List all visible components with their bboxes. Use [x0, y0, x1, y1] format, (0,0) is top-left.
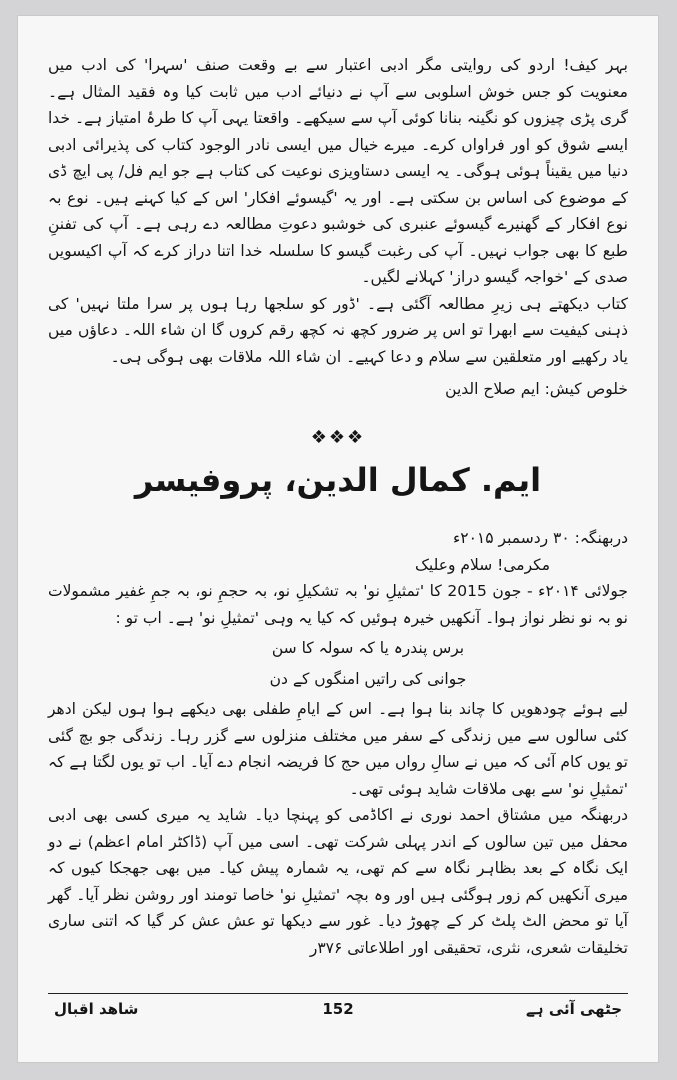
ornament-divider: ❖❖❖: [310, 426, 366, 448]
page-number: 152: [322, 1000, 354, 1018]
page-body: [48, 52, 628, 961]
intro-paragraph: بہر کیف! اردو کی روایتی مگر ادبی اعتبار سے بے وقعت صنف 'سہرا' کی ادب میں معنویت کو جس خوش اسلوبی سے آپ نے دنیائے ادب میں ثابت کیا وہ فقید المثال ہے۔ گری پڑی چیزوں کو نگینہ بنانا کوئی آپ سے سیکھے۔ واقعتا یہی آپ کا طرۂ امتیاز ہے۔ خدا ایسے شوق کو اور فراواں کرے۔ میرے خیال میں ایسی نادر الوجود کتاب کی پذیرائی ادبی دنیا میں یقیناً ہوئی ہوگی۔ یہ ایسی دستاویزی نوعیت کی کتاب ہے جو ایم فل/ پی ایچ ڈی کے موضوع کی اساس بن سکتی ہے۔ اور یہ 'گیسوئے افکار' اس کے کیا کہنے ہیں۔ نوع بہ نوع افکار کے گھنیرے گیسوئے عنبری کی خوشبو دعوتِ مطالعہ دے رہی ہے۔ آپ کی تفننِ طبع کا بھی جواب نہیں۔ آپ کی رغبت گیسو کا سلسلہ خدا اتنا دراز کرے کہ آپ اکیسویں صدی کے 'خواجہ گیسو دراز' کہلانے لگیں۔: [48, 56, 628, 286]
signoff: خلوص کیش: ایم صلاح الدین: [445, 380, 628, 398]
letter-paragraph-3: دربھنگہ میں مشتاق احمد نوری نے اکاڈمی کو پہنچا دیا۔ شاید یہ میری کسی بھی ادبی محفل میں تین سالوں کے اندر پہلی شرکت تھی۔ اسی میں آپ (ڈاکٹر امام اعظم) نے دو ایک نگاہ کے بعد بظاہر نگاہ سے کم تھی، یہ شمارہ پیش کیا۔ میں بھی جھجکا کیوں کہ میری آنکھیں کم زور ہوگئی ہیں اور وہ بچہ 'تمثیلِ نو' خاصا تومند اور روشن نظر آیا۔ گھر آیا تو محض الٹ پلٹ کر کے چھوڑ دیا۔ غور سے دیکھا تو عش عش کر گیا کہ اتنی ساری تخلیقات شعری، نثری، تحقیقی اور اطلاعاتی ۳۷۶ر: [48, 806, 628, 957]
footer-book-title: جٹھی آئی ہے: [526, 1000, 622, 1018]
verse-line-1: برس پندرہ یا کہ سولہ کا سن: [271, 639, 465, 657]
footer-author: شاهد اقبال: [54, 1000, 139, 1018]
second-paragraph: کتاب دیکھتے ہی زیرِ مطالعہ آگئی ہے۔ 'ڈور کو سلجھا رہا ہوں پر سرا ملتا نہیں' کی ذہنی کیفیت سے ابھرا تو اس پر ضرور کچھ نہ کچھ رقم کروں گا ان شاء اللہ۔ دعاؤں میں یاد رکھیے اور متعلقین سے سلام و دعا کہیے۔ ان شاء اللہ ملاقات بھی ہوگی ہی۔: [48, 294, 628, 366]
verse-line-2: جوانی کی راتیں امنگوں کے دن: [269, 669, 467, 688]
salutation: مکرمی! سلام وعلیک: [415, 555, 550, 574]
letter-title: ایم. کمال الدین، پروفیسر: [134, 461, 542, 499]
letter-paragraph-2: لیے ہوئے چودھویں کا چاند بنا ہوا ہے۔ اس کے ایامِ طفلی بھی دیکھے ہوا ہوں لیکن ادھر کئی سالوں سے میں زندگی کے سفر میں مختلف منزلوں سے گزر رہا۔ زندگی جو بچ گئی تو یوں کام آئی کہ میں نے سالِ رواں میں حج کا فریضہ انجام دے آیا۔ اب تو یوں لگتا ہے کہ 'تمثیلِ نو' سے بھی ملاقات شاید ہوئی تھی۔: [48, 700, 628, 798]
page-footer: [48, 993, 628, 1026]
letter-paragraph-1: جولائی ۲۰۱۴ء - جون 2015 کا 'تمثیلِ نو' بہ تشکیلِ نو، بہ حجمِ نو، بہ جمِ غفیر مشمولات نو بہ نو نظر نواز ہوا۔ آنکھیں خیرہ ہوئیں کہ کیا یہ وہی 'تمثیلِ نو' ہے۔ اب تو :: [48, 582, 628, 627]
dateline: دربھنگہ: ۳۰ ردسمبر ۲۰۱۵ء: [452, 529, 628, 547]
document-page: [18, 16, 658, 1062]
